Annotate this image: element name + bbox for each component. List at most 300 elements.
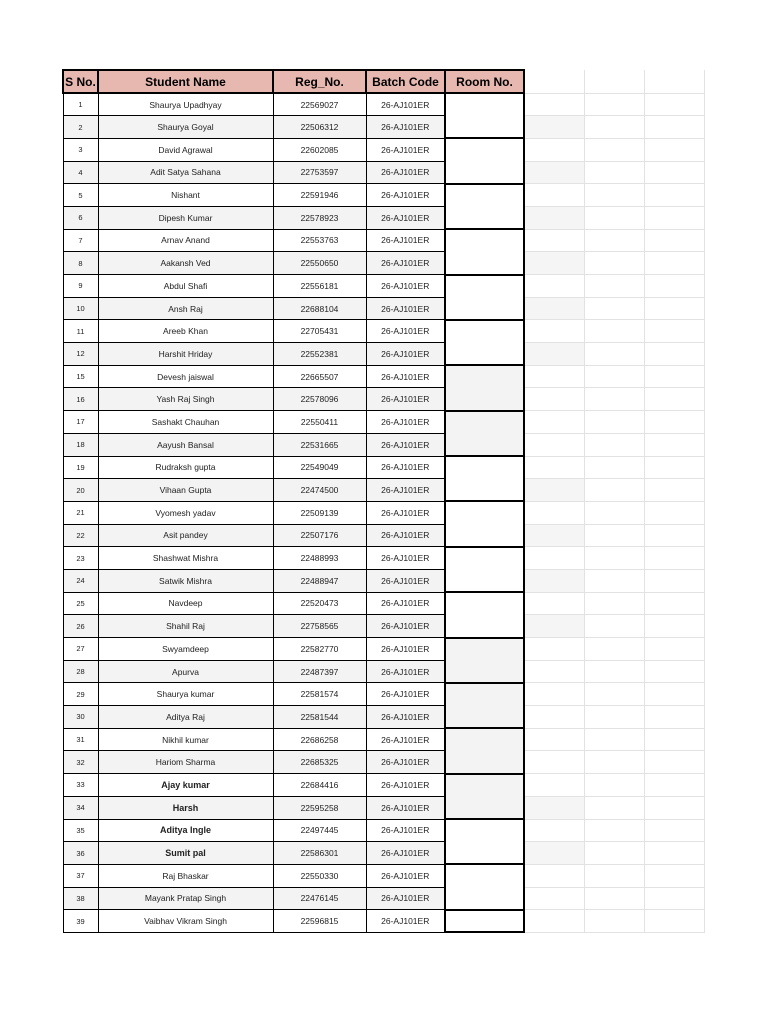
student-name-cell[interactable]: Harshit Hriday — [98, 343, 273, 366]
reg-no-cell[interactable]: 22665507 — [273, 365, 366, 388]
student-name-cell[interactable]: Ajay kumar — [98, 774, 273, 797]
room-no-cell[interactable] — [445, 365, 524, 410]
student-name-cell[interactable]: Harsh — [98, 796, 273, 819]
batch-code-cell[interactable]: 26-AJ101ER — [366, 229, 445, 252]
empty-cell[interactable] — [644, 615, 704, 638]
empty-cell[interactable] — [584, 819, 644, 842]
empty-cell[interactable] — [524, 547, 584, 570]
empty-cell[interactable] — [644, 297, 704, 320]
empty-cell[interactable] — [644, 229, 704, 252]
batch-code-cell[interactable]: 26-AJ101ER — [366, 751, 445, 774]
reg-no-cell[interactable]: 22488947 — [273, 569, 366, 592]
student-name-cell[interactable]: Shaurya Upadhyay — [98, 93, 273, 116]
room-no-cell[interactable] — [445, 592, 524, 637]
room-no-cell[interactable] — [445, 683, 524, 728]
empty-cell[interactable] — [644, 138, 704, 161]
table-row — [63, 365, 704, 388]
empty-cell[interactable] — [584, 433, 644, 456]
sno-cell[interactable]: 18 — [63, 433, 98, 456]
empty-cell[interactable] — [584, 275, 644, 298]
reg-no-cell[interactable]: 22581544 — [273, 706, 366, 729]
empty-cell[interactable] — [644, 320, 704, 343]
room-no-cell[interactable] — [445, 638, 524, 683]
empty-cell[interactable] — [524, 456, 584, 479]
reg-no-cell[interactable]: 22549049 — [273, 456, 366, 479]
student-name-cell[interactable]: Devesh jaiswal — [98, 365, 273, 388]
batch-code-cell[interactable]: 26-AJ101ER — [366, 706, 445, 729]
empty-cell[interactable] — [524, 229, 584, 252]
student-name-cell[interactable]: Navdeep — [98, 592, 273, 615]
room-no-cell[interactable] — [445, 138, 524, 183]
empty-cell[interactable] — [584, 479, 644, 502]
empty-cell[interactable] — [584, 751, 644, 774]
sno-cell[interactable]: 25 — [63, 592, 98, 615]
batch-code-cell[interactable]: 26-AJ101ER — [366, 206, 445, 229]
empty-cell[interactable] — [524, 411, 584, 434]
empty-cell[interactable] — [524, 433, 584, 456]
reg-no-cell[interactable]: 22550411 — [273, 411, 366, 434]
batch-code-cell[interactable]: 26-AJ101ER — [366, 547, 445, 570]
reg-no-cell[interactable]: 22582770 — [273, 638, 366, 661]
sno-cell[interactable]: 11 — [63, 320, 98, 343]
empty-cell[interactable] — [644, 706, 704, 729]
empty-cell[interactable] — [644, 638, 704, 661]
empty-cell[interactable] — [644, 365, 704, 388]
student-name-cell[interactable]: Abdul Shafi — [98, 275, 273, 298]
reg-no-cell[interactable]: 22487397 — [273, 660, 366, 683]
table-row — [63, 93, 704, 116]
sno-cell[interactable]: 5 — [63, 184, 98, 207]
reg-no-cell[interactable]: 22685325 — [273, 751, 366, 774]
table-row — [63, 161, 704, 184]
empty-cell[interactable] — [524, 796, 584, 819]
empty-cell[interactable] — [644, 252, 704, 275]
empty-cell[interactable] — [524, 524, 584, 547]
empty-cell[interactable] — [644, 774, 704, 797]
room-no-cell[interactable] — [445, 229, 524, 274]
header-reg-no[interactable]: Reg_No. — [273, 70, 366, 93]
table-row — [63, 252, 704, 275]
empty-cell[interactable] — [644, 751, 704, 774]
student-name-cell[interactable]: Mayank Pratap Singh — [98, 887, 273, 910]
table-row — [63, 842, 704, 865]
empty-cell[interactable] — [584, 116, 644, 139]
empty-cell[interactable] — [644, 479, 704, 502]
batch-code-cell[interactable]: 26-AJ101ER — [366, 887, 445, 910]
empty-cell[interactable] — [524, 206, 584, 229]
reg-no-cell[interactable]: 22581574 — [273, 683, 366, 706]
empty-cell[interactable] — [524, 910, 584, 933]
reg-no-cell[interactable]: 22591946 — [273, 184, 366, 207]
sno-cell[interactable]: 4 — [63, 161, 98, 184]
empty-cell[interactable] — [584, 728, 644, 751]
batch-code-cell[interactable]: 26-AJ101ER — [366, 728, 445, 751]
empty-cell[interactable] — [644, 864, 704, 887]
empty-cell[interactable] — [584, 660, 644, 683]
reg-no-cell[interactable]: 22553763 — [273, 229, 366, 252]
empty-cell[interactable] — [524, 116, 584, 139]
batch-code-cell[interactable]: 26-AJ101ER — [366, 297, 445, 320]
empty-cell[interactable] — [584, 252, 644, 275]
batch-code-cell[interactable]: 26-AJ101ER — [366, 252, 445, 275]
student-name-cell[interactable]: Apurva — [98, 660, 273, 683]
empty-cell[interactable] — [524, 365, 584, 388]
sno-cell[interactable]: 10 — [63, 297, 98, 320]
empty-cell[interactable] — [524, 864, 584, 887]
empty-cell[interactable] — [584, 456, 644, 479]
reg-no-cell[interactable]: 22578096 — [273, 388, 366, 411]
empty-cell[interactable] — [524, 501, 584, 524]
empty-cell[interactable] — [524, 592, 584, 615]
sno-cell[interactable]: 36 — [63, 842, 98, 865]
header-room-no[interactable]: Room No. — [445, 70, 524, 93]
batch-code-cell[interactable]: 26-AJ101ER — [366, 660, 445, 683]
sno-cell[interactable]: 19 — [63, 456, 98, 479]
room-no-cell[interactable] — [445, 501, 524, 546]
empty-cell[interactable] — [644, 433, 704, 456]
sno-cell[interactable]: 15 — [63, 365, 98, 388]
reg-no-cell[interactable]: 22507176 — [273, 524, 366, 547]
sno-cell[interactable]: 34 — [63, 796, 98, 819]
student-name-cell[interactable]: Hariom Sharma — [98, 751, 273, 774]
batch-code-cell[interactable]: 26-AJ101ER — [366, 184, 445, 207]
sno-cell[interactable]: 7 — [63, 229, 98, 252]
student-name-cell[interactable]: David Agrawal — [98, 138, 273, 161]
student-name-cell[interactable]: Sashakt Chauhan — [98, 411, 273, 434]
batch-code-cell[interactable]: 26-AJ101ER — [366, 365, 445, 388]
sno-cell[interactable]: 23 — [63, 547, 98, 570]
table-row — [63, 706, 704, 729]
empty-cell[interactable] — [584, 320, 644, 343]
sno-cell[interactable]: 17 — [63, 411, 98, 434]
empty-cell[interactable] — [524, 683, 584, 706]
empty-cell[interactable] — [644, 728, 704, 751]
sno-cell[interactable]: 16 — [63, 388, 98, 411]
reg-no-cell[interactable]: 22474500 — [273, 479, 366, 502]
batch-code-cell[interactable]: 26-AJ101ER — [366, 683, 445, 706]
empty-cell[interactable] — [644, 116, 704, 139]
reg-no-cell[interactable]: 22531665 — [273, 433, 366, 456]
empty-cell[interactable] — [524, 161, 584, 184]
sno-cell[interactable]: 29 — [63, 683, 98, 706]
reg-no-cell[interactable]: 22705431 — [273, 320, 366, 343]
empty-cell[interactable] — [584, 864, 644, 887]
empty-cell[interactable] — [584, 501, 644, 524]
student-name-cell[interactable]: Vyomesh yadav — [98, 501, 273, 524]
room-no-cell[interactable] — [445, 456, 524, 501]
batch-code-cell[interactable]: 26-AJ101ER — [366, 796, 445, 819]
empty-cell[interactable] — [524, 93, 584, 116]
sno-cell[interactable]: 39 — [63, 910, 98, 933]
empty-cell[interactable] — [584, 365, 644, 388]
student-name-cell[interactable]: Vaibhav Vikram Singh — [98, 910, 273, 933]
empty-cell[interactable] — [524, 320, 584, 343]
empty-cell[interactable] — [644, 796, 704, 819]
sno-cell[interactable]: 21 — [63, 501, 98, 524]
empty-cell[interactable] — [644, 388, 704, 411]
empty-cell[interactable] — [644, 343, 704, 366]
header-sno[interactable]: S No. — [63, 70, 98, 93]
reg-no-cell[interactable]: 22602085 — [273, 138, 366, 161]
empty-cell[interactable] — [584, 683, 644, 706]
empty-cell[interactable] — [524, 184, 584, 207]
empty-cell[interactable] — [644, 456, 704, 479]
sno-cell[interactable]: 26 — [63, 615, 98, 638]
empty-cell[interactable] — [644, 161, 704, 184]
room-no-cell[interactable] — [445, 910, 524, 933]
student-name-cell[interactable]: Satwik Mishra — [98, 569, 273, 592]
table-row — [63, 297, 704, 320]
student-name-cell[interactable]: Ansh Raj — [98, 297, 273, 320]
empty-cell[interactable] — [644, 910, 704, 933]
empty-cell[interactable] — [584, 774, 644, 797]
empty-cell[interactable] — [644, 524, 704, 547]
reg-no-cell[interactable]: 22595258 — [273, 796, 366, 819]
empty-cell[interactable] — [584, 70, 644, 93]
empty-cell[interactable] — [644, 501, 704, 524]
empty-cell[interactable] — [524, 297, 584, 320]
student-name-cell[interactable]: Shahil Raj — [98, 615, 273, 638]
sno-cell[interactable]: 2 — [63, 116, 98, 139]
sno-cell[interactable]: 20 — [63, 479, 98, 502]
batch-code-cell[interactable]: 26-AJ101ER — [366, 592, 445, 615]
empty-cell[interactable] — [524, 252, 584, 275]
table-body — [63, 93, 704, 932]
empty-cell[interactable] — [584, 842, 644, 865]
student-name-cell[interactable]: Swyamdeep — [98, 638, 273, 661]
empty-cell[interactable] — [524, 887, 584, 910]
empty-cell[interactable] — [644, 70, 704, 93]
batch-code-cell[interactable]: 26-AJ101ER — [366, 343, 445, 366]
sno-cell[interactable]: 30 — [63, 706, 98, 729]
table-row — [63, 796, 704, 819]
empty-cell[interactable] — [644, 842, 704, 865]
empty-cell[interactable] — [644, 411, 704, 434]
empty-cell[interactable] — [524, 138, 584, 161]
student-name-cell[interactable]: Dipesh Kumar — [98, 206, 273, 229]
room-no-cell[interactable] — [445, 728, 524, 773]
empty-cell[interactable] — [524, 706, 584, 729]
sno-cell[interactable]: 8 — [63, 252, 98, 275]
table-row — [63, 229, 704, 252]
reg-no-cell[interactable]: 22596815 — [273, 910, 366, 933]
reg-no-cell[interactable]: 22520473 — [273, 592, 366, 615]
empty-cell[interactable] — [644, 569, 704, 592]
empty-cell[interactable] — [524, 751, 584, 774]
reg-no-cell[interactable]: 22684416 — [273, 774, 366, 797]
table-row — [63, 138, 704, 161]
reg-no-cell[interactable]: 22476145 — [273, 887, 366, 910]
batch-code-cell[interactable]: 26-AJ101ER — [366, 638, 445, 661]
room-no-cell[interactable] — [445, 184, 524, 229]
batch-code-cell[interactable]: 26-AJ101ER — [366, 93, 445, 116]
sno-cell[interactable]: 31 — [63, 728, 98, 751]
empty-cell[interactable] — [644, 683, 704, 706]
room-no-cell[interactable] — [445, 320, 524, 365]
reg-no-cell[interactable]: 22550330 — [273, 864, 366, 887]
batch-code-cell[interactable]: 26-AJ101ER — [366, 864, 445, 887]
student-name-cell[interactable]: Adit Satya Sahana — [98, 161, 273, 184]
empty-cell[interactable] — [524, 343, 584, 366]
student-name-cell[interactable]: Nishant — [98, 184, 273, 207]
reg-no-cell[interactable]: 22556181 — [273, 275, 366, 298]
student-name-cell[interactable]: Aayush Bansal — [98, 433, 273, 456]
empty-cell[interactable] — [584, 297, 644, 320]
student-name-cell[interactable]: Nikhil kumar — [98, 728, 273, 751]
sno-cell[interactable]: 33 — [63, 774, 98, 797]
reg-no-cell[interactable]: 22488993 — [273, 547, 366, 570]
empty-cell[interactable] — [644, 184, 704, 207]
room-no-cell[interactable] — [445, 774, 524, 819]
empty-cell[interactable] — [584, 411, 644, 434]
empty-cell[interactable] — [644, 93, 704, 116]
reg-no-cell[interactable]: 22578923 — [273, 206, 366, 229]
empty-cell[interactable] — [584, 524, 644, 547]
empty-cell[interactable] — [524, 275, 584, 298]
batch-code-cell[interactable]: 26-AJ101ER — [366, 138, 445, 161]
batch-code-cell[interactable]: 26-AJ101ER — [366, 388, 445, 411]
student-name-cell[interactable]: Aditya Raj — [98, 706, 273, 729]
sno-cell[interactable]: 32 — [63, 751, 98, 774]
empty-cell[interactable] — [524, 615, 584, 638]
sno-cell[interactable]: 9 — [63, 275, 98, 298]
empty-cell[interactable] — [524, 819, 584, 842]
empty-cell[interactable] — [584, 615, 644, 638]
sno-cell[interactable]: 35 — [63, 819, 98, 842]
empty-cell[interactable] — [524, 842, 584, 865]
reg-no-cell[interactable]: 22509139 — [273, 501, 366, 524]
empty-cell[interactable] — [584, 910, 644, 933]
room-no-cell[interactable] — [445, 93, 524, 138]
empty-cell[interactable] — [584, 93, 644, 116]
sno-cell[interactable]: 28 — [63, 660, 98, 683]
sno-cell[interactable]: 22 — [63, 524, 98, 547]
empty-cell[interactable] — [524, 728, 584, 751]
empty-cell[interactable] — [584, 569, 644, 592]
student-name-cell[interactable]: Asit pandey — [98, 524, 273, 547]
sno-cell[interactable]: 3 — [63, 138, 98, 161]
batch-code-cell[interactable]: 26-AJ101ER — [366, 411, 445, 434]
empty-cell[interactable] — [584, 887, 644, 910]
empty-cell[interactable] — [524, 70, 584, 93]
reg-no-cell[interactable]: 22569027 — [273, 93, 366, 116]
room-no-cell[interactable] — [445, 275, 524, 320]
empty-cell[interactable] — [584, 638, 644, 661]
sno-cell[interactable]: 37 — [63, 864, 98, 887]
room-no-cell[interactable] — [445, 411, 524, 456]
student-name-cell[interactable]: Vihaan Gupta — [98, 479, 273, 502]
empty-cell[interactable] — [524, 638, 584, 661]
empty-cell[interactable] — [584, 796, 644, 819]
reg-no-cell[interactable]: 22753597 — [273, 161, 366, 184]
batch-code-cell[interactable]: 26-AJ101ER — [366, 116, 445, 139]
student-name-cell[interactable]: Shaurya Goyal — [98, 116, 273, 139]
header-batch-code[interactable]: Batch Code — [366, 70, 445, 93]
batch-code-cell[interactable]: 26-AJ101ER — [366, 456, 445, 479]
empty-cell[interactable] — [584, 229, 644, 252]
student-name-cell[interactable]: Rudraksh gupta — [98, 456, 273, 479]
header-student-name[interactable]: Student Name — [98, 70, 273, 93]
reg-no-cell[interactable]: 22686258 — [273, 728, 366, 751]
sno-cell[interactable]: 38 — [63, 887, 98, 910]
sno-cell[interactable]: 6 — [63, 206, 98, 229]
student-name-cell[interactable]: Shaurya kumar — [98, 683, 273, 706]
empty-cell[interactable] — [644, 819, 704, 842]
batch-code-cell[interactable]: 26-AJ101ER — [366, 275, 445, 298]
sno-cell[interactable]: 1 — [63, 93, 98, 116]
batch-code-cell[interactable]: 26-AJ101ER — [366, 819, 445, 842]
empty-cell[interactable] — [584, 184, 644, 207]
room-no-cell[interactable] — [445, 864, 524, 909]
batch-code-cell[interactable]: 26-AJ101ER — [366, 433, 445, 456]
room-no-cell[interactable] — [445, 547, 524, 592]
empty-cell[interactable] — [584, 706, 644, 729]
empty-cell[interactable] — [584, 138, 644, 161]
table-row — [63, 615, 704, 638]
empty-cell[interactable] — [644, 660, 704, 683]
empty-cell[interactable] — [644, 206, 704, 229]
batch-code-cell[interactable]: 26-AJ101ER — [366, 524, 445, 547]
empty-cell[interactable] — [584, 343, 644, 366]
table-row — [63, 864, 704, 887]
reg-no-cell[interactable]: 22506312 — [273, 116, 366, 139]
empty-cell[interactable] — [644, 275, 704, 298]
empty-cell[interactable] — [584, 161, 644, 184]
batch-code-cell[interactable]: 26-AJ101ER — [366, 910, 445, 933]
batch-code-cell[interactable]: 26-AJ101ER — [366, 501, 445, 524]
batch-code-cell[interactable]: 26-AJ101ER — [366, 569, 445, 592]
student-name-cell[interactable]: Raj Bhaskar — [98, 864, 273, 887]
empty-cell[interactable] — [584, 547, 644, 570]
batch-code-cell[interactable]: 26-AJ101ER — [366, 615, 445, 638]
sno-cell[interactable]: 24 — [63, 569, 98, 592]
empty-cell[interactable] — [524, 388, 584, 411]
empty-cell[interactable] — [644, 592, 704, 615]
batch-code-cell[interactable]: 26-AJ101ER — [366, 479, 445, 502]
empty-cell[interactable] — [644, 547, 704, 570]
reg-no-cell[interactable]: 22688104 — [273, 297, 366, 320]
reg-no-cell[interactable]: 22758565 — [273, 615, 366, 638]
student-name-cell[interactable]: Aakansh Ved — [98, 252, 273, 275]
student-name-cell[interactable]: Aditya Ingle — [98, 819, 273, 842]
batch-code-cell[interactable]: 26-AJ101ER — [366, 161, 445, 184]
empty-cell[interactable] — [524, 660, 584, 683]
empty-cell[interactable] — [584, 592, 644, 615]
batch-code-cell[interactable]: 26-AJ101ER — [366, 842, 445, 865]
reg-no-cell[interactable]: 22552381 — [273, 343, 366, 366]
table-row — [63, 638, 704, 661]
empty-cell[interactable] — [584, 206, 644, 229]
student-name-cell[interactable]: Shashwat Mishra — [98, 547, 273, 570]
empty-cell[interactable] — [644, 887, 704, 910]
student-name-cell[interactable]: Sumit pal — [98, 842, 273, 865]
empty-cell[interactable] — [524, 774, 584, 797]
room-no-cell[interactable] — [445, 819, 524, 864]
sno-cell[interactable]: 12 — [63, 343, 98, 366]
batch-code-cell[interactable]: 26-AJ101ER — [366, 774, 445, 797]
empty-cell[interactable] — [584, 388, 644, 411]
empty-cell[interactable] — [524, 479, 584, 502]
empty-cell[interactable] — [524, 569, 584, 592]
sno-cell[interactable]: 27 — [63, 638, 98, 661]
reg-no-cell[interactable]: 22497445 — [273, 819, 366, 842]
reg-no-cell[interactable]: 22586301 — [273, 842, 366, 865]
reg-no-cell[interactable]: 22550650 — [273, 252, 366, 275]
student-name-cell[interactable]: Yash Raj Singh — [98, 388, 273, 411]
student-name-cell[interactable]: Arnav Anand — [98, 229, 273, 252]
batch-code-cell[interactable]: 26-AJ101ER — [366, 320, 445, 343]
student-name-cell[interactable]: Areeb Khan — [98, 320, 273, 343]
